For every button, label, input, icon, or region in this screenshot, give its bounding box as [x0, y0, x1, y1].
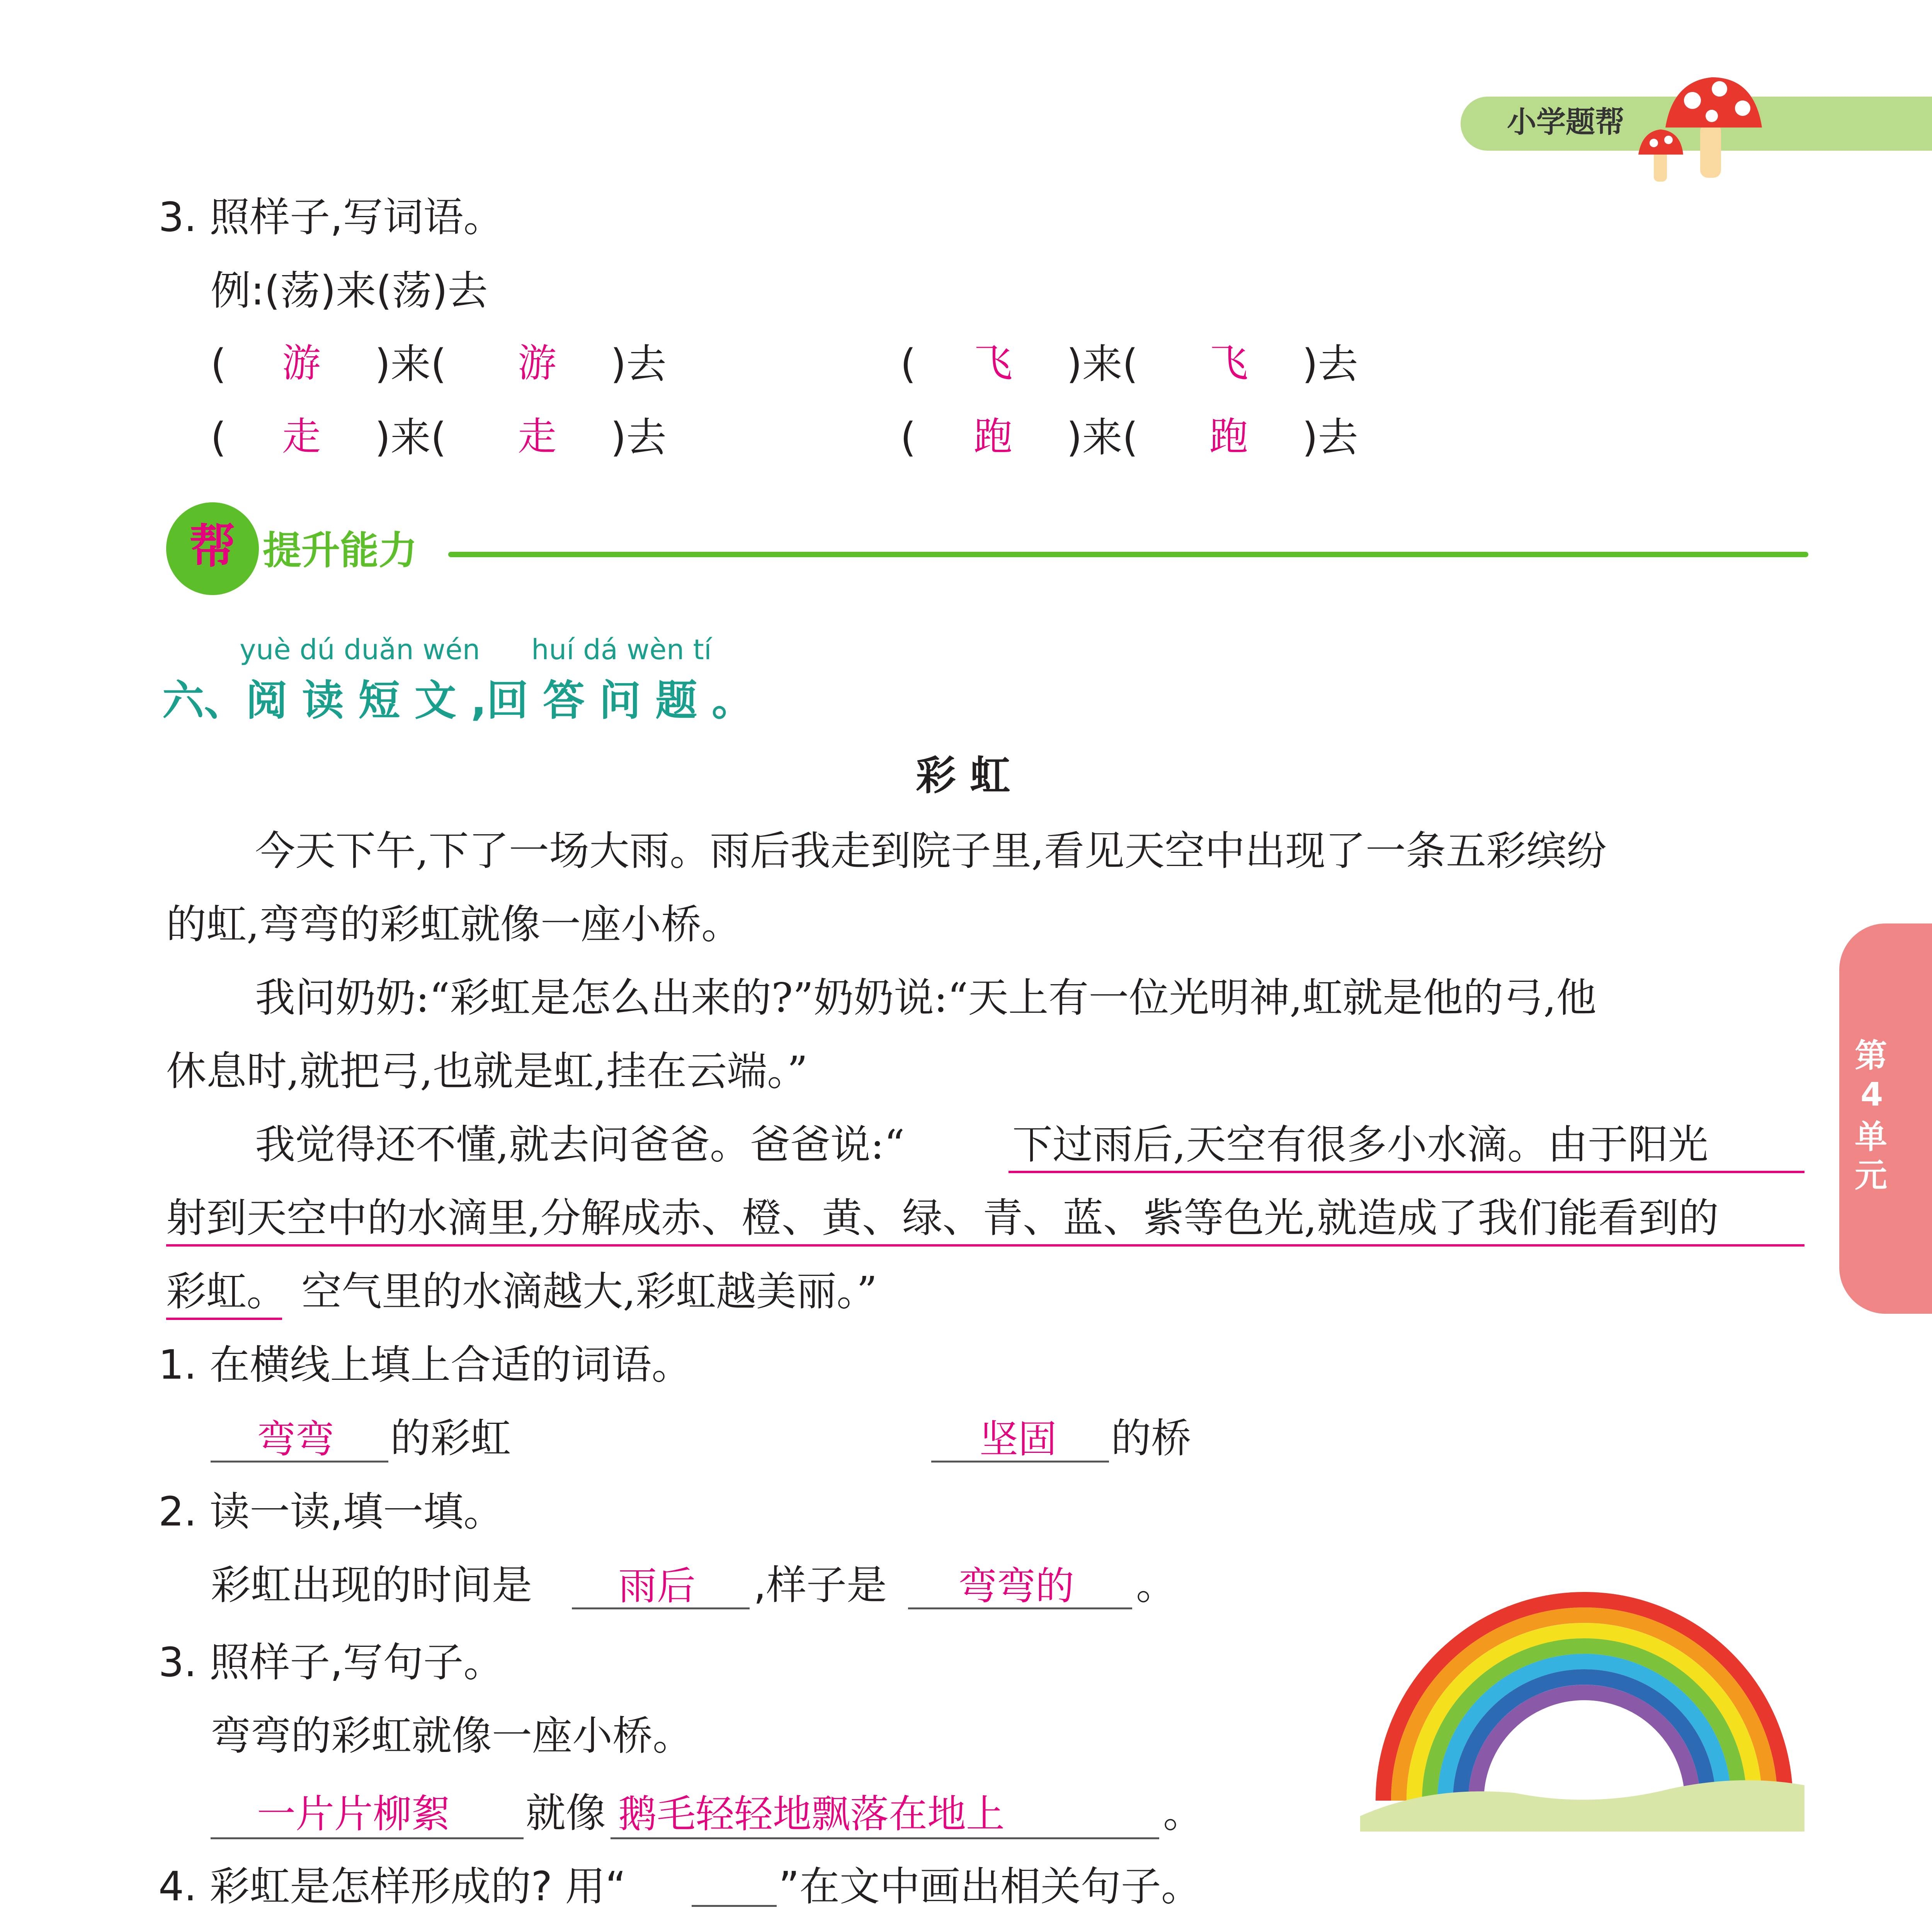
unit-tab-label-1: 第	[1855, 1037, 1888, 1075]
q2-title: 2. 读一读,填一填。	[158, 1488, 504, 1535]
answer-underline	[166, 1244, 1804, 1247]
section-banner-label: 提升能力	[263, 528, 417, 573]
unit-tab-label-2: 4	[1861, 1075, 1883, 1113]
q3-answer-a: 一片片柳絮	[257, 1791, 450, 1837]
passage-line: 今天下午,下了一场大雨。雨后我走到院子里,看见天空中出现了一条五彩缤纷	[255, 827, 1607, 874]
paren-open: (	[211, 340, 226, 388]
q2-text-c: 。	[1136, 1561, 1177, 1609]
q3-title: 3. 照样子,写句子。	[158, 1639, 504, 1686]
paren-mid: )来(	[375, 414, 447, 461]
q2-text-a: 彩虹出现的时间是	[211, 1561, 532, 1609]
passage-line: 的虹,弯弯的彩虹就像一座小桥。	[166, 901, 742, 948]
answer-zou-2: 走	[518, 414, 556, 459]
answer-fei-2: 飞	[1209, 340, 1248, 386]
rainbow-illustration	[1352, 1538, 1812, 1839]
paren-open: (	[211, 414, 226, 461]
passage-line: 休息时,就把弓,也就是虹,挂在云端。”	[166, 1048, 808, 1095]
q3-mid: 就像	[526, 1789, 606, 1837]
q1-title: 1. 在横线上填上合适的词语。	[158, 1341, 692, 1388]
paren-open: (	[900, 414, 916, 461]
q4-sample-line	[692, 1905, 777, 1907]
q1-suffix-b: 的桥	[1111, 1415, 1192, 1462]
passage-line: 空气里的水滴越大,彩虹越美丽。”	[301, 1268, 878, 1315]
paren-mid: )来(	[375, 340, 447, 388]
q3-end: 。	[1163, 1789, 1204, 1837]
q3-blank-a[interactable]	[211, 1837, 524, 1839]
unit-tab-label-3: 单	[1855, 1118, 1888, 1156]
q2-answer-b: 弯弯的	[958, 1563, 1074, 1609]
q3-blank-b[interactable]	[611, 1837, 1159, 1839]
unit-tab-label-4: 元	[1855, 1156, 1888, 1194]
paren-mid: )来(	[1066, 340, 1138, 388]
q3-top-title: 3. 照样子,写词语。	[158, 194, 504, 241]
answer-underline	[1009, 1171, 1804, 1173]
q1-suffix-a: 的彩虹	[390, 1415, 511, 1462]
q1-answer-b: 坚固	[980, 1417, 1057, 1462]
q2-answer-a: 雨后	[618, 1563, 696, 1609]
paren-end: )去	[1302, 414, 1358, 461]
section-banner-badge-text: 帮	[189, 520, 236, 573]
q3-top-example: 例:(荡)来(荡)去	[211, 267, 488, 314]
q4-text-b: ”在文中画出相关句子。	[779, 1863, 1201, 1910]
passage-title: 彩 虹	[916, 752, 1010, 799]
answer-you-1: 游	[282, 340, 321, 386]
paren-mid: )来(	[1066, 414, 1138, 461]
q4-text-a: 4. 彩虹是怎样形成的? 用“	[158, 1863, 626, 1910]
answer-fei-1: 飞	[974, 340, 1012, 386]
q2-text-b: ,样子是	[753, 1561, 887, 1609]
paren-end: )去	[611, 414, 667, 461]
section6-title: 六、阅 读 短 文 ,回 答 问 题 。	[162, 677, 753, 725]
passage-line: 我觉得还不懂,就去问爸爸。爸爸说:“	[255, 1121, 905, 1168]
passage-line: 我问奶奶:“彩虹是怎么出来的?”奶奶说:“天上有一位光明神,虹就是他的弓,他	[255, 974, 1597, 1021]
answer-pao-2: 跑	[1209, 414, 1248, 459]
pinyin-group: yuè dú duǎn wén	[240, 633, 480, 666]
passage-line-underlined: 射到天空中的水滴里,分解成赤、橙、黄、绿、青、蓝、紫等色光,就造成了我们能看到的	[166, 1194, 1719, 1242]
answer-pao-1: 跑	[974, 414, 1012, 459]
paren-open: (	[900, 340, 916, 388]
q3-example: 弯弯的彩虹就像一座小桥。	[211, 1712, 693, 1759]
answer-underline	[166, 1318, 282, 1320]
q1-answer-a: 弯弯	[257, 1417, 334, 1462]
answer-zou-1: 走	[282, 414, 321, 459]
paren-end: )去	[611, 340, 667, 388]
q3-answer-b: 鹅毛轻轻地飘落在地上	[618, 1791, 1005, 1837]
mushroom-icon	[1631, 66, 1777, 182]
pinyin-group: huí dá wèn tí	[531, 633, 712, 666]
section-banner-rule	[448, 552, 1808, 557]
passage-line-underlined: 彩虹。	[166, 1268, 287, 1315]
paren-end: )去	[1302, 340, 1358, 388]
answer-you-2: 游	[518, 340, 556, 386]
passage-line-underlined: 下过雨后,天空有很多小水滴。由于阳光	[1012, 1121, 1709, 1168]
brand-label: 小学题帮	[1507, 105, 1624, 139]
